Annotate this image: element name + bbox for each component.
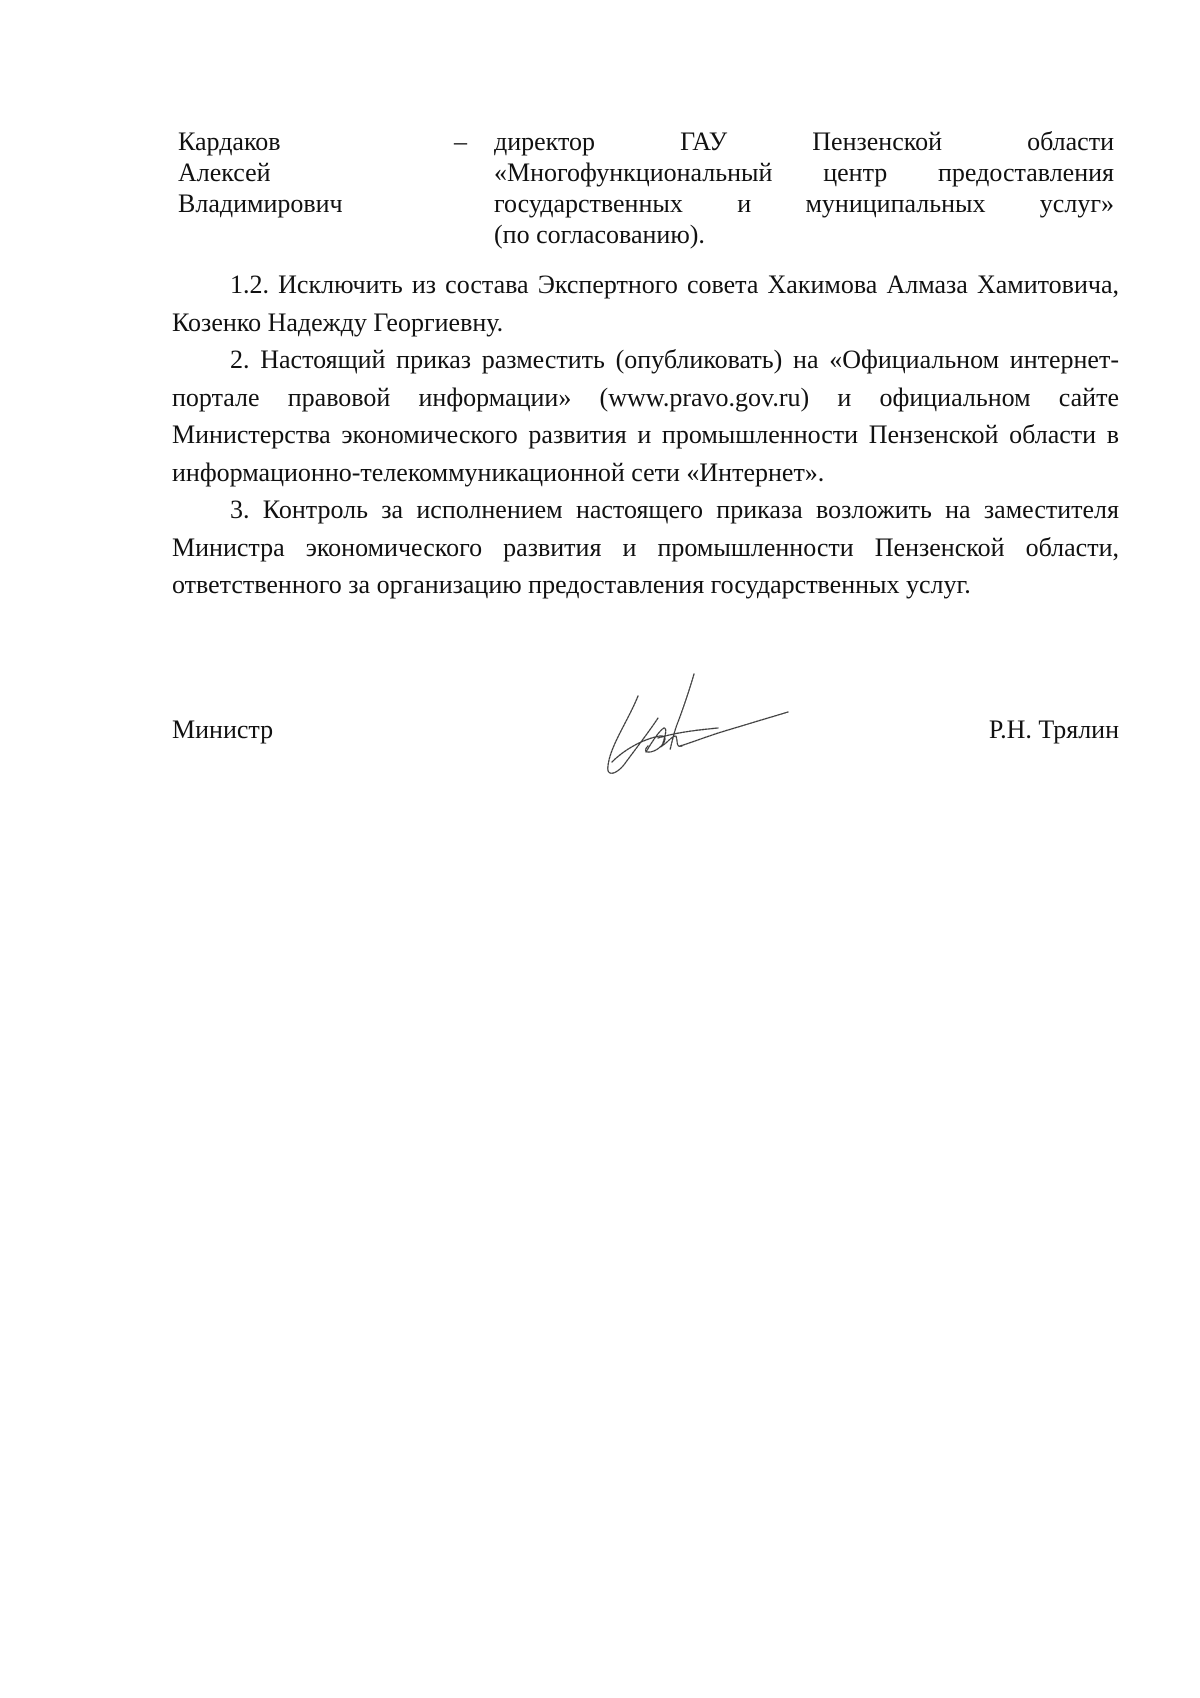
member-position-line-1: директор ГАУ Пензенской области: [494, 127, 1114, 156]
member-surname: Кардаков: [178, 127, 281, 156]
member-patronymic: Владимирович: [178, 189, 343, 218]
member-first-name: Алексей: [178, 158, 271, 187]
signatory-title: Министр: [172, 715, 274, 744]
handwritten-signature: [598, 666, 808, 786]
council-member-entry: [178, 126, 1118, 250]
member-position-line-3: государственных и муниципальных услуг»: [494, 189, 1114, 218]
member-position-line-2: «Многофункциональный центр предоставления: [494, 158, 1114, 187]
member-position-line-4: (по согласованию).: [494, 220, 705, 249]
signatory-name: Р.Н. Трялин: [988, 715, 1119, 744]
member-full-name: [178, 126, 448, 250]
paragraph-3: 3. Контроль за исполнением настоящего приказа возложить на заместителя Министра экономического развития и промышленности Пензенской области, ответственного за организацию предоставления государственных услуг.: [172, 495, 1119, 599]
member-position: [494, 126, 1114, 250]
member-dash: –: [454, 127, 467, 156]
paragraph-2: 2. Настоящий приказ разместить (опубликовать) на «Официальном интернет-портале правовой информации» (www.pravo.gov.ru) и официальном сайте Министерства экономического развития и промышленности Пензенской области в информационно-телекоммуникационной сети «Интернет».: [172, 345, 1119, 487]
order-body: [172, 266, 1119, 604]
paragraph-1-2: 1.2. Исключить из состава Экспертного совета Хакимова Алмаза Хамитовича, Козенко Надежду Георгиевну.: [172, 270, 1119, 337]
